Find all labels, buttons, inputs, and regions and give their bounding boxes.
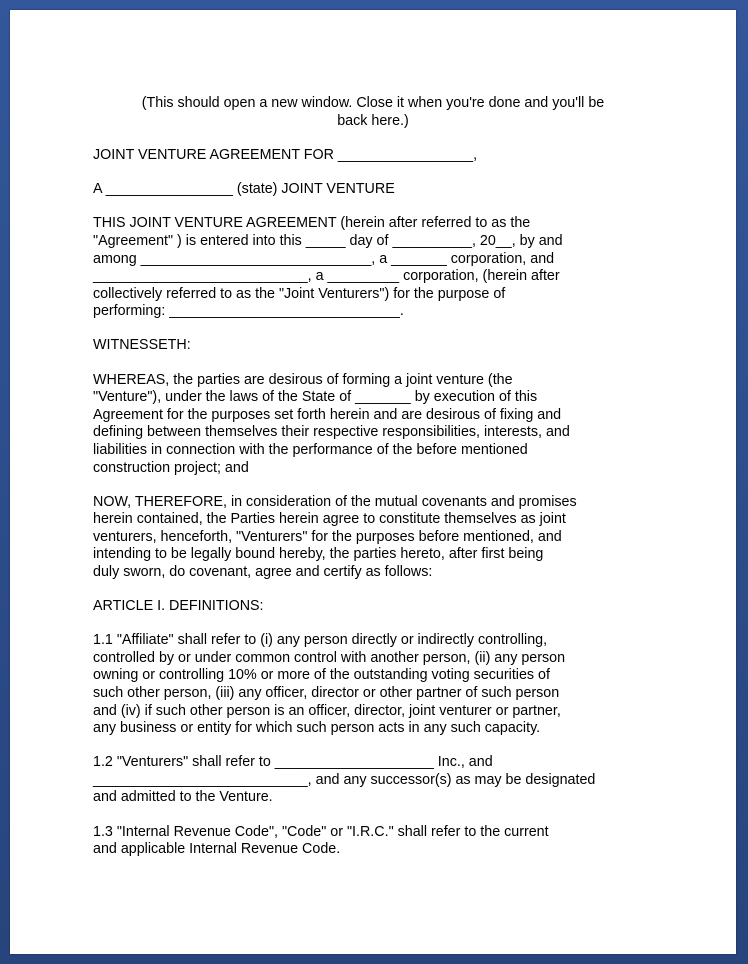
text-line: 1.2 "Venturers" shall refer to ____________________ Inc., and: [93, 754, 493, 771]
text-line: duly sworn, do covenant, agree and certify as follows:: [93, 563, 433, 580]
text-line: WITNESSETH:: [93, 337, 191, 354]
text-line: and applicable Internal Revenue Code.: [93, 841, 341, 858]
intro-paragraph: [93, 215, 653, 321]
definition-1-3: [93, 824, 653, 859]
popup-note: [93, 95, 653, 130]
text-line: herein contained, the Parties herein agree to constitute themselves as joint: [93, 511, 566, 528]
article-heading: [93, 598, 653, 616]
text-line: collectively referred to as the "Joint Venturers") for the purpose of: [93, 285, 506, 302]
definition-1-2: [93, 754, 653, 807]
text-line: construction project; and: [93, 459, 249, 476]
text-line: liabilities in connection with the performance of the before mentioned: [93, 441, 528, 458]
therefore-paragraph: [93, 494, 653, 582]
text-line: "Agreement" ) is entered into this _____ day of __________, 20__, by and: [93, 232, 563, 249]
text-line: THIS JOINT VENTURE AGREEMENT (herein after referred to as the: [93, 215, 531, 232]
text-line: and (iv) if such other person is an officer, director, joint venturer or partner,: [93, 702, 561, 719]
text-line: such other person, (iii) any officer, director or other partner of such person: [93, 684, 560, 701]
text-line: among _____________________________, a _______ corporation, and: [93, 250, 555, 267]
text-line: and admitted to the Venture.: [93, 789, 273, 806]
text-line: ___________________________, and any successor(s) as may be designated: [93, 771, 596, 788]
document-body: [93, 95, 653, 875]
text-line: ___________________________, a _________ corporation, (herein after: [93, 268, 560, 285]
text-line: NOW, THEREFORE, in consideration of the mutual covenants and promises: [93, 493, 577, 510]
state-line: [93, 181, 653, 199]
text-line: A ________________ (state) JOINT VENTURE: [93, 181, 395, 198]
text-line: JOINT VENTURE AGREEMENT FOR _________________,: [93, 147, 478, 164]
text-line: back here.): [337, 112, 409, 129]
text-line: 1.3 "Internal Revenue Code", "Code" or "I.R.C." shall refer to the current: [93, 823, 549, 840]
definition-1-1: [93, 632, 653, 738]
text-line: intending to be legally bound hereby, the parties hereto, after first being: [93, 546, 544, 563]
text-line: 1.1 "Affiliate" shall refer to (i) any person directly or indirectly controlling,: [93, 632, 548, 649]
text-line: performing: _____________________________.: [93, 303, 404, 320]
witnesseth-heading: [93, 337, 653, 355]
document-page: [10, 10, 736, 954]
text-line: owning or controlling 10% or more of the outstanding voting securities of: [93, 667, 550, 684]
text-line: Agreement for the purposes set forth herein and are desirous of fixing and: [93, 406, 562, 423]
text-line: defining between themselves their respective responsibilities, interests, and: [93, 424, 570, 441]
whereas-paragraph: [93, 372, 653, 478]
text-line: (This should open a new window. Close it when you're done and you'll be: [141, 95, 605, 111]
agreement-heading: [93, 147, 653, 165]
text-line: controlled by or under common control with another person, (ii) any person: [93, 649, 566, 666]
text-line: ARTICLE I. DEFINITIONS:: [93, 598, 264, 615]
text-line: WHEREAS, the parties are desirous of forming a joint venture (the: [93, 371, 513, 388]
text-line: venturers, henceforth, "Venturers" for the purposes before mentioned, and: [93, 528, 562, 545]
text-line: "Venture"), under the laws of the State of _______ by execution of this: [93, 389, 538, 406]
text-line: any business or entity for which such person acts in any such capacity.: [93, 720, 541, 737]
